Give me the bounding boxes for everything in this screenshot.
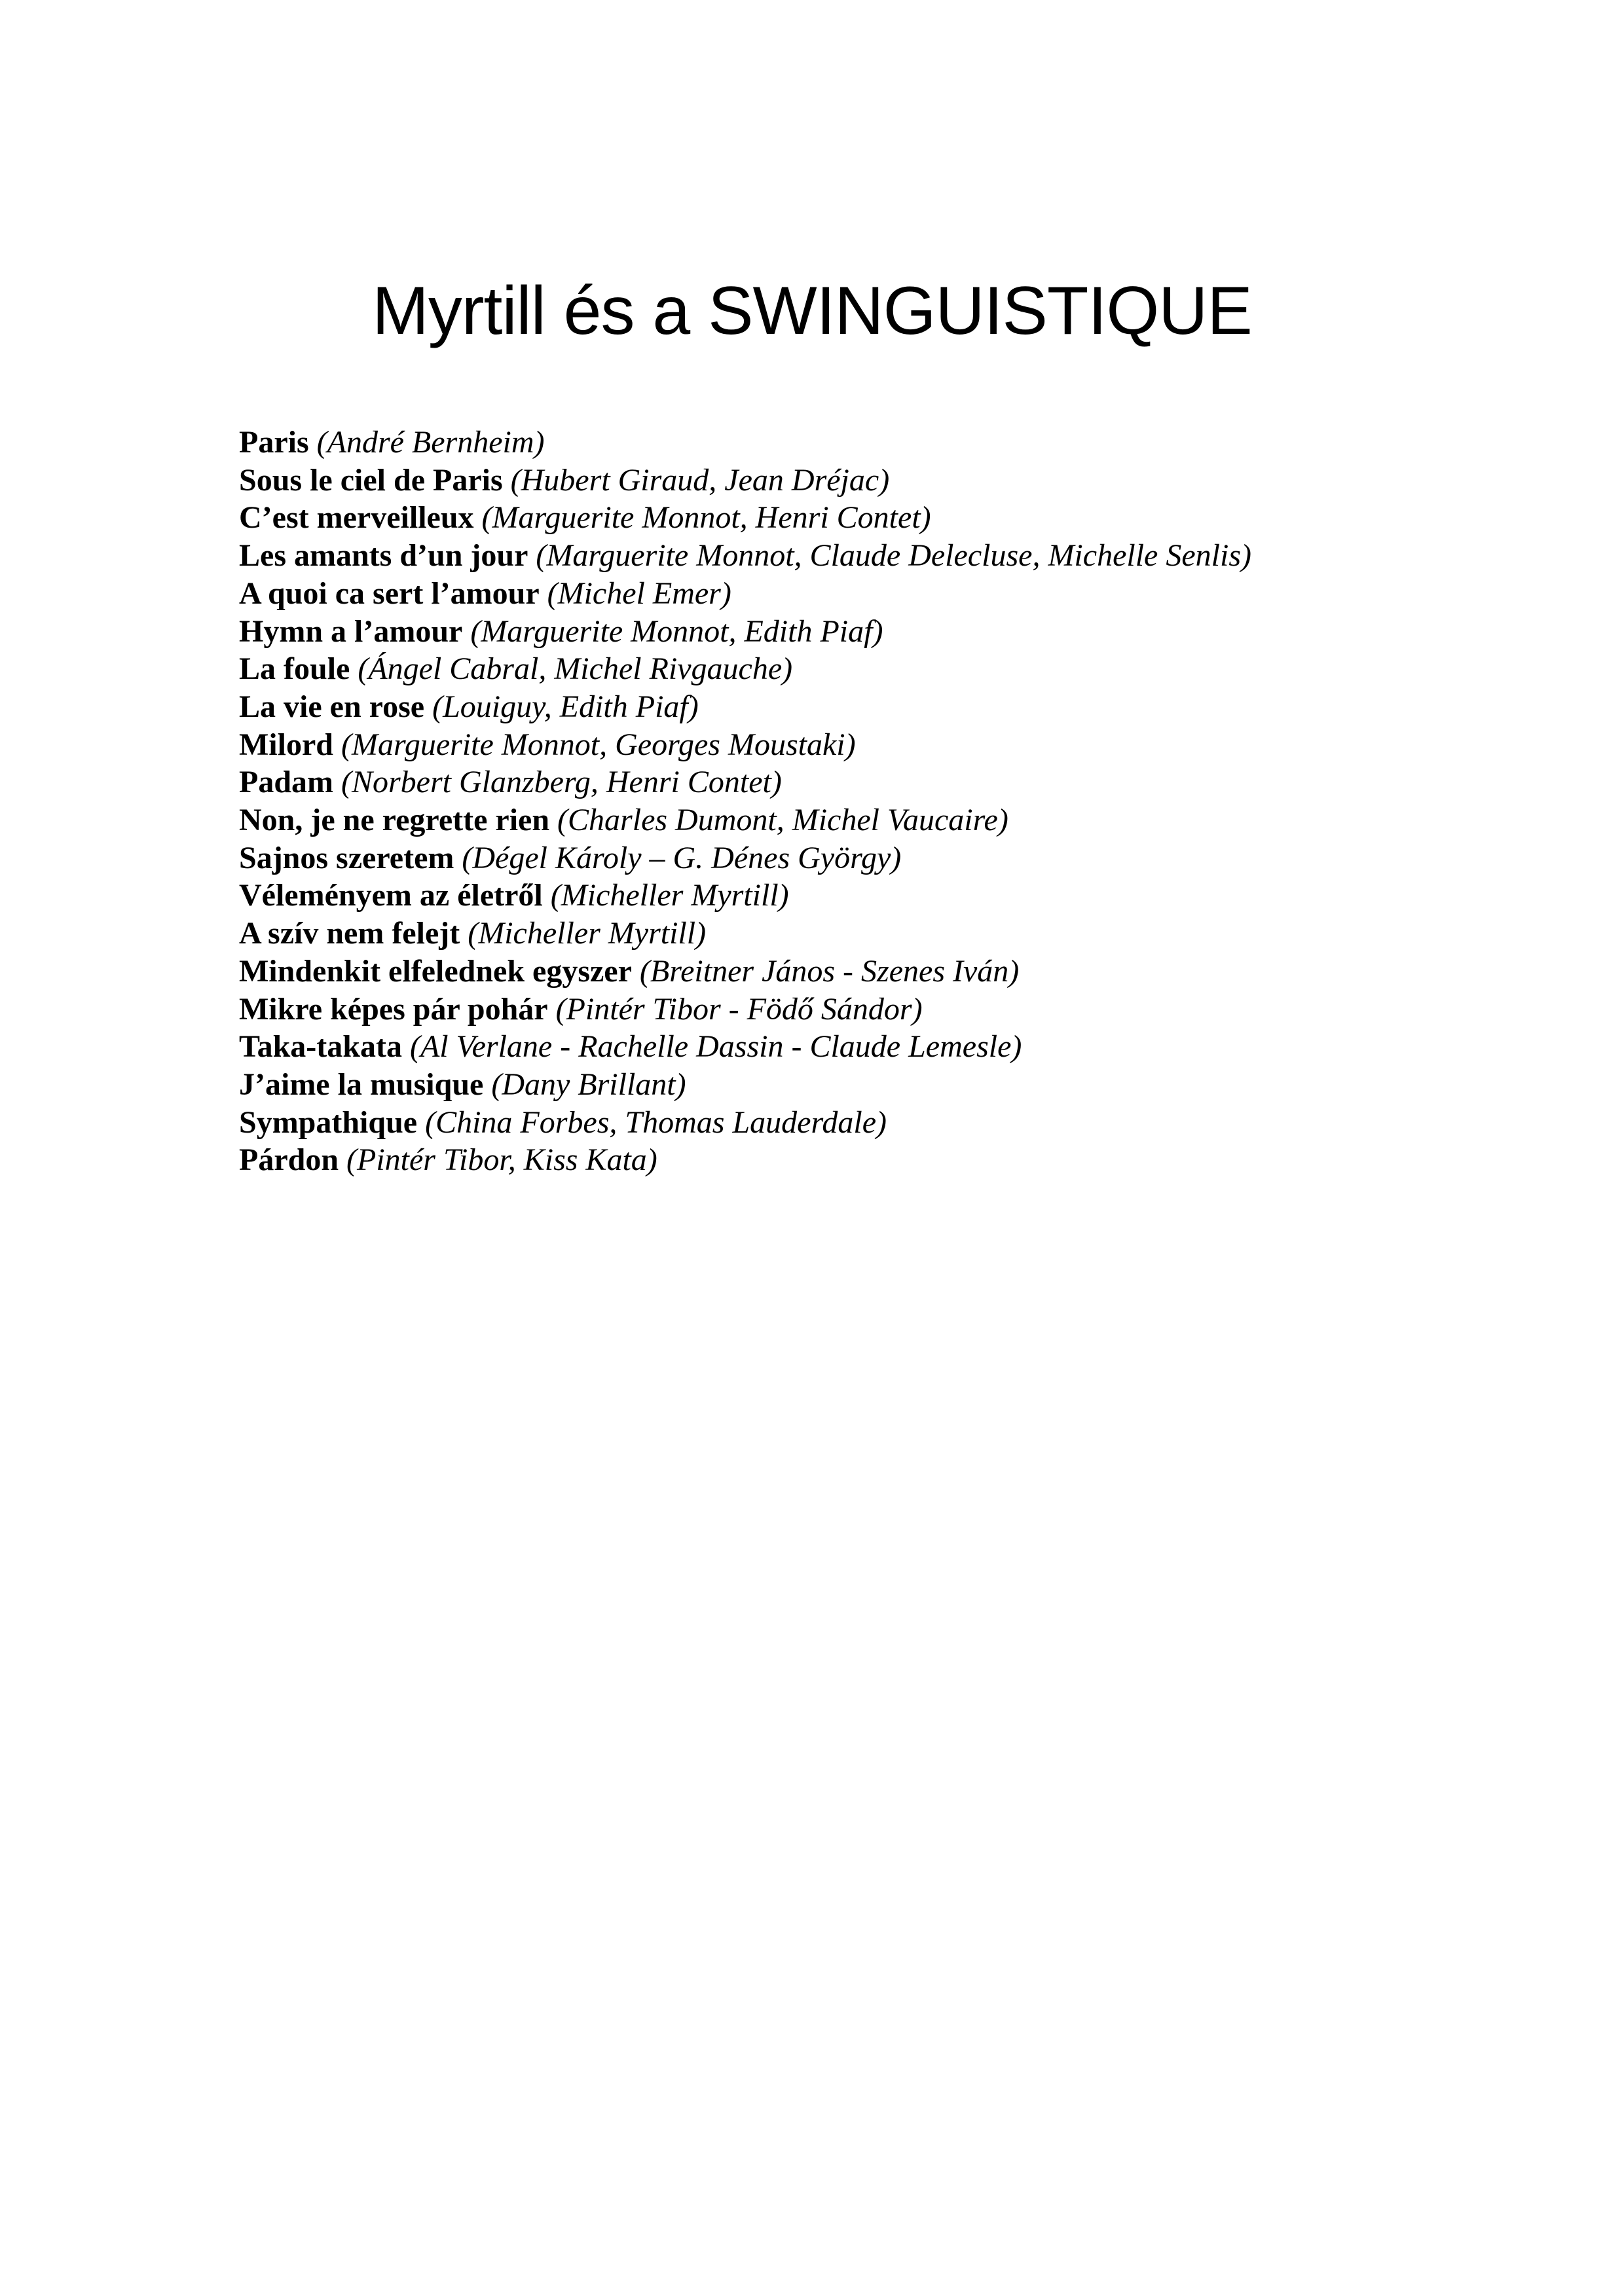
list-item <box>239 726 1549 764</box>
song-title: Paris <box>239 425 309 460</box>
song-title: Sajnos szeretem <box>239 840 454 875</box>
list-item <box>239 839 1549 877</box>
song-credit: (Dany Brillant) <box>491 1066 686 1102</box>
song-credit: (Micheller Myrtill) <box>550 878 789 913</box>
song-credit: (Charles Dumont, Michel Vaucaire) <box>557 803 1008 838</box>
list-item <box>239 688 1549 726</box>
song-title: La foule <box>239 651 350 687</box>
song-title: Padam <box>239 765 333 800</box>
song-credit: (Louiguy, Edith Piaf) <box>432 689 699 724</box>
song-credit: (Breitner János - Szenes Iván) <box>639 953 1020 989</box>
song-title: Hymn a l’amour <box>239 613 463 649</box>
song-credit: (Dégel Károly – G. Dénes György) <box>462 840 902 875</box>
song-credit: (Marguerite Monnot, Claude Delecluse, Michelle Senlis) <box>536 538 1251 574</box>
song-list <box>239 424 1549 1179</box>
list-item <box>239 763 1549 801</box>
list-item <box>239 537 1549 575</box>
song-credit: (China Forbes, Thomas Lauderdale) <box>425 1104 887 1140</box>
song-title: Milord <box>239 727 333 762</box>
song-credit: (André Bernheim) <box>316 425 545 460</box>
song-title: Sympathique <box>239 1104 418 1140</box>
list-item <box>239 915 1549 953</box>
song-title: Mikre képes pár pohár <box>239 991 548 1027</box>
song-title: A quoi ca sert l’amour <box>239 575 540 611</box>
list-item <box>239 462 1549 500</box>
list-item <box>239 1104 1549 1142</box>
song-title: J’aime la musique <box>239 1066 484 1102</box>
song-credit: (Hubert Giraud, Jean Dréjac) <box>510 462 890 498</box>
song-title: Sous le ciel de Paris <box>239 462 503 498</box>
list-item <box>239 613 1549 651</box>
song-credit: (Pintér Tibor - Födő Sándor) <box>555 991 923 1027</box>
page-title: Myrtill és a SWINGUISTIQUE <box>372 273 1252 349</box>
list-item <box>239 991 1549 1029</box>
song-title: Mindenkit elfelednek egyszer <box>239 953 632 989</box>
song-title: Non, je ne regrette rien <box>239 803 550 838</box>
song-credit: (Ángel Cabral, Michel Rivgauche) <box>358 651 793 687</box>
list-item <box>239 877 1549 915</box>
list-item <box>239 1141 1549 1179</box>
list-item <box>239 575 1549 613</box>
song-credit: (Marguerite Monnot, Henri Contet) <box>481 500 931 536</box>
list-item <box>239 424 1549 462</box>
song-title: La vie en rose <box>239 689 425 724</box>
list-item <box>239 1066 1549 1104</box>
song-title: Párdon <box>239 1142 339 1178</box>
song-title: A szív nem felejt <box>239 916 460 951</box>
song-credit: (Michel Emer) <box>547 575 731 611</box>
song-credit: (Marguerite Monnot, Edith Piaf) <box>470 613 883 649</box>
song-title: Taka-takata <box>239 1029 402 1065</box>
list-item <box>239 499 1549 537</box>
song-credit: (Marguerite Monnot, Georges Moustaki) <box>341 727 856 762</box>
song-title: Les amants d’un jour <box>239 538 528 574</box>
song-credit: (Pintér Tibor, Kiss Kata) <box>346 1142 657 1178</box>
song-credit: (Micheller Myrtill) <box>468 916 707 951</box>
song-credit: (Al Verlane - Rachelle Dassin - Claude Lemesle) <box>409 1029 1022 1065</box>
list-item <box>239 801 1549 839</box>
song-title: Véleményem az életről <box>239 878 543 913</box>
list-item <box>239 650 1549 688</box>
list-item <box>239 953 1549 991</box>
song-credit: (Norbert Glanzberg, Henri Contet) <box>341 765 782 800</box>
list-item <box>239 1028 1549 1066</box>
song-title: C’est merveilleux <box>239 500 474 536</box>
